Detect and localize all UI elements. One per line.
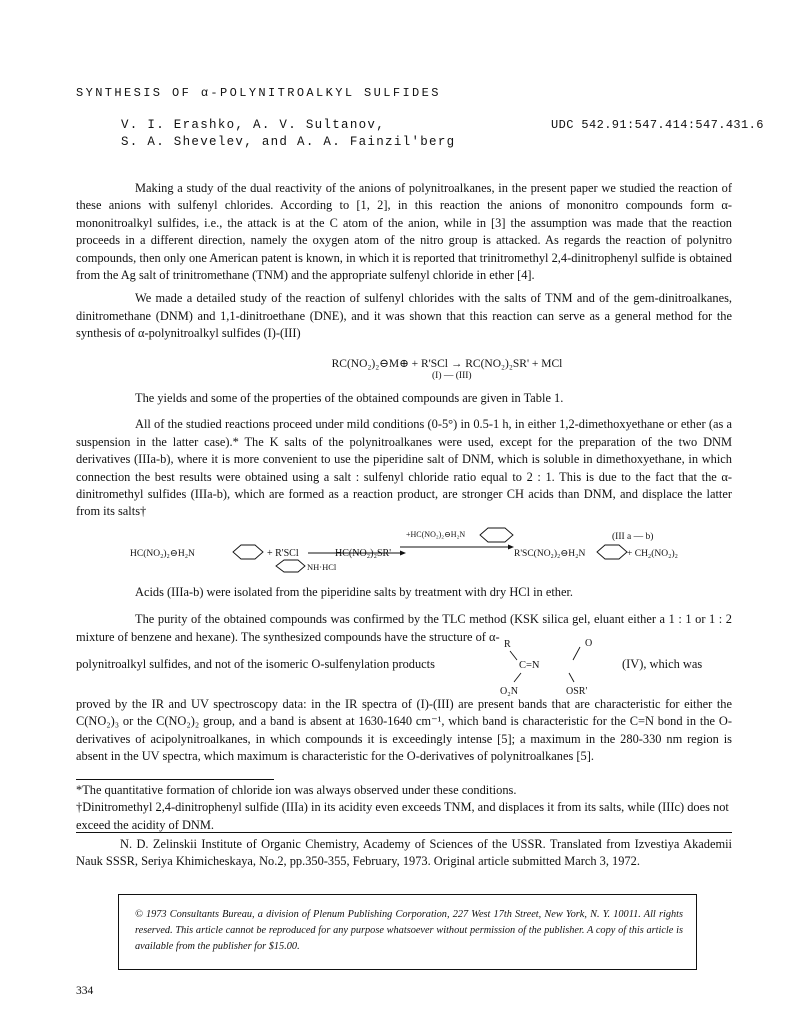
affiliation-note: N. D. Zelinskii Institute of Organic Chemistry, Academy of Sciences of the USSR. Translated from Izvestiya Akademii Nauk SSSR, Seriya Khimicheskaya, No.2, pp.350-355, February, 1973. Original article submitted March 3, 1972. bbox=[76, 837, 732, 869]
affiliation-rule bbox=[76, 832, 732, 833]
equation-1 bbox=[272, 356, 622, 370]
scheme-byproduct: + CH₂(NO₂)₂ bbox=[627, 549, 678, 559]
paragraph-2: We made a detailed study of the reaction of sulfenyl chlorides with the salts of TNM and of the gem-dinitroalkanes, dinitromethane (DNM) and 1,1-dinitroethane (DNE), and it was shown that this reaction can serve as a general method for the synthesis of α-polynitroalkyl sulfides (I)-(III) bbox=[76, 291, 732, 341]
structure-bond-r bbox=[510, 651, 517, 660]
structure-bond-o bbox=[573, 647, 580, 660]
scheme-reactant: HC(NO₂)₂⊖H₂N bbox=[130, 549, 195, 559]
structure-iv-drawing bbox=[500, 637, 620, 697]
scheme-product: R'SC(NO₂)₂⊖H₂N bbox=[514, 549, 586, 559]
copyright-box bbox=[118, 894, 697, 970]
equation-1-label: (I) — (III) bbox=[432, 371, 472, 381]
structure-c-eq-n: C=N bbox=[519, 660, 540, 671]
body-block-1 bbox=[76, 180, 732, 343]
udc-code: UDC 542.91:547.414:547.431.6 bbox=[551, 118, 764, 132]
scheme-below-arrow-1: NH·HCl bbox=[307, 562, 337, 572]
page-number: 334 bbox=[76, 985, 94, 997]
paragraph-4: All of the studied reactions proceed under mild conditions (0-5°) in 0.5-1 h, in either 1,2-dimethoxyethane or ether (as a suspension in the latter case).* The K salts of the polynitroalkanes were used, except for the preparation of the two DNM derivatives (IIIa-b), where it is more convenient to use the piperidine salt of DNM, which is soluble in dimethoxyethane, in which connection the best results were obtained using a salt : sulfenyl chloride ratio equal to 2 : 1. This is due to the fact that the α-dinitromethyl sulfides (IIIa-b), which are formed as a reaction product, are stronger CH acids than DNM, and displace the latter from its salts† bbox=[76, 417, 732, 519]
paragraph-6b: polynitroalkyl sulfides, and not of the isomeric O-sulfenylation products bbox=[76, 657, 435, 671]
scheme-above-arrow-2: +HC(NO₂)₂⊖H₂N bbox=[406, 530, 466, 539]
structure-o2n: O₂N bbox=[500, 686, 518, 697]
paragraph-1: Making a study of the dual reactivity of the anions of polynitroalkanes, in the present paper we studied the reaction of these anions with sulfenyl chlorides. According to [1, 2], in this reaction the anions of mononitro compounds form α-mononitroalkyl sulfides, i.e., the attack is at the C atom of the anion, while in [3] the assumption was made that the reaction proceeds in a different direction, namely the oxygen atom of the nitro group is attacked. As regards the reaction of polynitro compounds, then only one American patent is known, in which it is reported that trinitromethyl 2,4-dinitrophenyl sulfide is obtained from the Ag salt of trinitromethane (TNM) and the appropriate sulfenyl chloride in ether [4]. bbox=[76, 181, 732, 283]
equation-1-text: RC(NO₂)₂⊖M⊕ + R'SCl → RC(NO₂)₂SR' + MCl bbox=[331, 358, 563, 370]
footnote-2: †Dinitromethyl 2,4-dinitrophenyl sulfide (IIIa) in its acidity even exceeds TNM, and displaces it from its salts, while (IIIc) does not exceed the acidity of DNM. bbox=[76, 800, 729, 832]
footnote-1: *The quantitative formation of chloride ion was always observed under these conditions. bbox=[76, 783, 517, 797]
reaction-scheme-2 bbox=[130, 525, 690, 575]
body-block-4 bbox=[76, 696, 732, 766]
article-title: SYNTHESIS OF α-POLYNITROALKYL SULFIDES bbox=[76, 86, 441, 100]
paragraph-6a: The purity of the obtained compounds was confirmed by the TLC method (KSK silica gel, eluant either a 1 : 1 or 1 : 2 mixture of benzene and hexane). The synthesized compounds have the structure of α- bbox=[76, 612, 732, 644]
copyright-text: © 1973 Consultants Bureau, a division of Plenum Publishing Corporation, 227 West 17th Street, New York, N. Y. 10011. All rights reserved. This article cannot be reproduced for any purpose whatsoever without permission of the publisher. A copy of this article is available from the publisher for $15.00. bbox=[135, 909, 683, 952]
piperidine-ring-2 bbox=[276, 560, 305, 572]
structure-o: O bbox=[585, 638, 593, 649]
scheme-plus-rscl: + R'SCl bbox=[267, 548, 299, 559]
body-block-2 bbox=[76, 390, 732, 521]
structure-osr: OSR' bbox=[566, 686, 588, 697]
paragraph-3: The yields and some of the properties of the obtained compounds are given in Table 1. bbox=[135, 391, 564, 405]
structure-bond-no2 bbox=[514, 673, 521, 682]
piperidine-ring-1 bbox=[233, 545, 263, 559]
paragraph-5: Acids (IIIa-b) were isolated from the piperidine salts by treatment with dry HCl in ether. bbox=[135, 585, 574, 599]
structure-r: R bbox=[504, 639, 511, 650]
paragraph-6c: (IV), which was bbox=[622, 657, 703, 671]
piperidine-ring-3 bbox=[480, 528, 513, 542]
paragraph-7: proved by the IR and UV spectroscopy data: in the IR spectra of (I)-(III) are present bands that are characteristic for either the C(NO₂)₃ or the C(NO₂)₂ group, and a band is absent at 1630-1640 cm⁻¹, which band is characteristic for the C=N bond in the O-derivatives of acipolynitroalkanes, in which compounds it is exceedingly intense [5]; a maximum in the 280-330 nm region is absent in the UV spectra, which maximum is characteristic for the O-derivatives of polynitroalkanes [5]. bbox=[76, 697, 732, 764]
scheme-product-label: (III a — b) bbox=[612, 532, 654, 542]
piperidine-ring-4 bbox=[597, 545, 627, 559]
authors-line-2: S. A. Shevelev, and A. A. Fainzil'berg bbox=[121, 135, 456, 149]
footnotes bbox=[76, 782, 732, 834]
scheme-intermediate: HC(NO₂)₂SR' bbox=[335, 548, 392, 559]
footnote-rule bbox=[76, 779, 274, 780]
authors-line-1: V. I. Erashko, A. V. Sultanov, bbox=[121, 118, 386, 132]
body-block-3 bbox=[76, 584, 732, 646]
scheme-arrowhead-1 bbox=[400, 551, 406, 556]
structure-bond-osr bbox=[569, 673, 574, 682]
